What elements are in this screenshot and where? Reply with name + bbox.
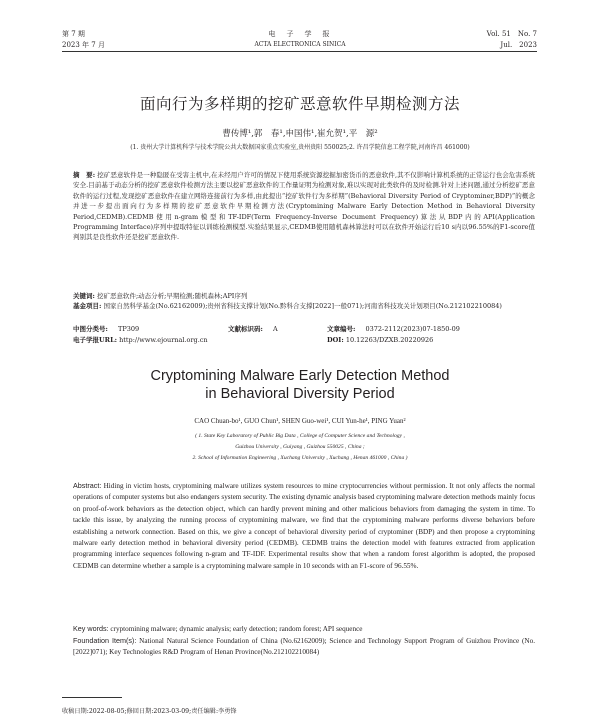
- abstract-en-text: Hiding in victim hosts, cryptomining malware utilizes system resources to mine cryptocurrencies without permission. It not only affects the normal operations of computer systems but also endangers system security. The existing dynamic analysis based cryptomining malware detection methods mainly focus on proof-of-work behaviors as the detection object, which can hardly prevent mining and other malicious behaviors from damaging the system in time. To tackle this issue, by analyzing the running process of cryptomining malware, we find that the cryptomining malware performs diverse behaviors before establishing a network connection. Based on this, we give a concept of behavioral diversity period of cryptominer (BDP) and then propose a cryptomining malware early detection method in behavioral diversity period (CEDMB). CEDMB trains the detection model with features extracted from application programming interface sequences following n-gram and TF-IDF. Experimental results show that when a random forest algorithm is adopted, the proposed CEDMB can determine whether a sample is a cryptomining malware sample in 10 seconds with an F1-score of 96.55%.: [73, 482, 535, 570]
- article-no-value: 0372-2112(2023)07-1850-09: [365, 325, 460, 333]
- foundation-en-text: National Natural Science Foundation of China (No.62162009); Science and Technology Support Program of Guizhou Province (No.[2022]071); Key Technologies R&D Program of Henan Province(No.212102210084): [73, 637, 536, 657]
- header-volume: Vol. 51 No. 7: [486, 30, 537, 38]
- doi-value[interactable]: 10.12263/DZXB.20220926: [345, 336, 434, 344]
- footer-rule: [62, 697, 122, 698]
- keywords-cn-label: 关键词:: [73, 292, 95, 300]
- doc-code-value: A: [272, 325, 278, 333]
- article-no-row: [327, 324, 460, 334]
- abstract-cn-label: 摘 要:: [73, 171, 96, 179]
- fund-cn-text: 国家自然科学基金(No.62162009);贵州省科技支撑计划(No.黔科合支撑[2022]一般071);河南省科技攻关计划项目(No.212102210084): [103, 302, 502, 310]
- footer-dates: 收稿日期:2022-08-05;修回日期:2023-03-09;责任编辑:李勇锋: [62, 708, 237, 715]
- title-cn: 面向行为多样期的挖矿恶意软件早期检测方法: [139, 95, 460, 113]
- affiliation-en-line-1: ( 1. State Key Laboratory of Public Big Data , College of Computer Science and Technology ,: [195, 433, 405, 439]
- article-no-label: 文章编号:: [327, 325, 356, 333]
- clc-value: TP309: [117, 325, 140, 333]
- abstract-en-label: Abstract:: [73, 481, 102, 490]
- header-rule: [62, 51, 537, 52]
- doi-row: [327, 335, 433, 345]
- header-date-cn: 2023 年 7 月: [62, 41, 105, 49]
- header-journal-en: ACTA ELECTRONICA SINICA: [254, 41, 346, 48]
- affiliation-cn: (1. 贵州大学计算机科学与技术学院公共大数据国家重点实验室,贵州贵阳 550025;2. 许昌学院信息工程学院,河南许昌 461000): [130, 144, 470, 151]
- affiliation-en-line-2: Guizhou University , Guiyang , Guizhou 550025 , China ;: [235, 444, 365, 450]
- abstract-en: [73, 480, 535, 572]
- abstract-cn-text: 挖矿恶意软件是一种隐匿在受害主机中,在未经用户许可的情况下使用系统资源挖掘加密货币的恶意软件,其不仅影响计算机系统的正常运行也会危害系统安全.目前基于动态分析的挖矿恶意软件检测方法主要以挖矿恶意软件的工作量证明为检测对象,难以实现对此类软件的及时检测.针对上述问题,通过分析挖矿恶意软件的运行过程,发现挖矿恶意软件在建立网络连接前行为多样,由此提出“挖矿软件行为多样期”(Behavioral Diversity Period of Cryptominer,BDP)”的概念并进一步提出面向行为多样期的挖矿恶意软件早期检测方法(Cryptomining Malware Early Detection Method in Behavioral Diversity Period,CEDMB).CEDMB使用n-gram模型和TF-IDF(Term Frequency-Inverse Document Frequency)算法从BDP内的API(Application Programming Interface)序列中提取特征以训练检测模型.实验结果显示,CEDMB使用随机森林算法时可以在软件开始运行后10 s内以96.55%的F1-score值判别其是良性软件还是挖矿恶意软件.: [73, 171, 535, 242]
- fund-cn-label: 基金项目:: [73, 302, 102, 310]
- doi-label: DOI:: [327, 336, 344, 344]
- foundation-en: [73, 635, 535, 659]
- keywords-cn: [73, 291, 535, 301]
- affiliation-en-line-3: 2. School of Information Engineering , Xuchang University , Xuchang , Henan 461000 , China ): [192, 455, 408, 461]
- fund-cn: [73, 301, 535, 311]
- clc-row: [73, 324, 139, 334]
- title-en-text: Cryptomining Malware Early Detection Method in Behavioral Diversity Period: [150, 368, 450, 402]
- header-month-en: Jul. 2023: [500, 41, 537, 49]
- url-row: [73, 335, 208, 345]
- foundation-en-label: Foundation Item(s):: [73, 636, 137, 645]
- url-label: 电子学报URL:: [73, 336, 118, 344]
- header-issue-cn: 第 7 期: [62, 30, 85, 38]
- keywords-en-label: Key words:: [73, 624, 109, 633]
- clc-label: 中图分类号:: [73, 325, 108, 333]
- authors-en: CAO Chuan-bo¹, GUO Chun¹, SHEN Guo-wei¹, CUI Yun-he¹, PING Yuan²: [194, 417, 406, 425]
- keywords-en: [73, 623, 535, 635]
- keywords-en-text: cryptomining malware; dynamic analysis; early detection; random forest; API sequence: [110, 625, 363, 633]
- keywords-cn-text: 挖矿恶意软件;动态分析;早期检测;随机森林;API序列: [96, 292, 248, 300]
- abstract-cn: [73, 170, 535, 285]
- authors-cn: 曹传博¹,郭 春¹,申国伟¹,崔允贺¹,平 源²: [222, 129, 378, 139]
- doc-code-label: 文献标识码:: [228, 325, 263, 333]
- header-journal-cn: 电 子 学 报: [268, 30, 332, 38]
- doc-code-row: [228, 324, 278, 334]
- url-value[interactable]: http://www.ejournal.org.cn: [119, 336, 208, 344]
- title-en: [0, 367, 600, 403]
